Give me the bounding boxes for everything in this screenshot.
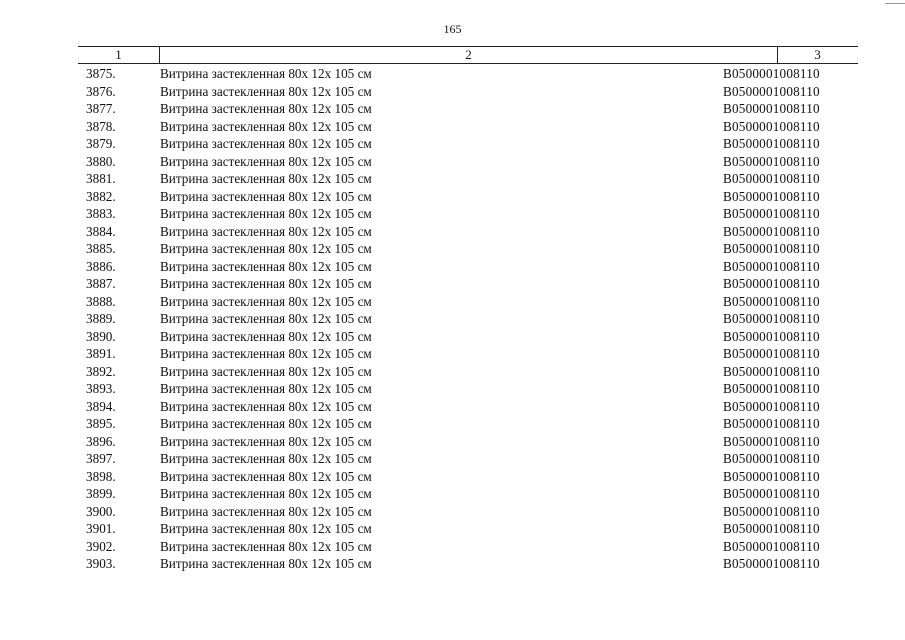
item-name: Витрина застекленная 80х 12х 105 см — [160, 223, 372, 239]
inventory-code: В0500001008110 — [723, 188, 820, 204]
table-row — [78, 538, 858, 556]
row-number: 3882. — [86, 188, 116, 204]
table-row — [78, 100, 858, 118]
inventory-code: В0500001008110 — [723, 346, 820, 361]
item-name: Витрина застекленная 80х 12х 105 см — [160, 83, 372, 99]
inventory-code: В0500001008110 — [723, 538, 820, 554]
item-name: Витрина застекленная 80х 12х 105 см — [160, 556, 372, 571]
table-row — [78, 450, 858, 468]
table-row — [78, 345, 858, 363]
table-row — [78, 380, 858, 398]
table-row — [78, 275, 858, 293]
inventory-code: В0500001008110 — [723, 451, 820, 466]
row-number: 3880. — [86, 153, 116, 169]
row-number: 3879. — [86, 136, 116, 151]
inventory-code: В0500001008110 — [723, 311, 820, 326]
table-row — [78, 555, 858, 573]
table-row — [78, 170, 858, 188]
inventory-code: В0500001008110 — [723, 328, 820, 344]
row-number: 3899. — [86, 486, 116, 501]
scan-edge-mark — [885, 3, 905, 4]
inventory-code: В0500001008110 — [723, 503, 820, 519]
table-row — [78, 135, 858, 153]
item-name: Витрина застекленная 80х 12х 105 см — [160, 468, 372, 484]
table-row — [78, 433, 858, 451]
inventory-code: В0500001008110 — [723, 101, 820, 116]
item-name: Витрина застекленная 80х 12х 105 см — [160, 538, 372, 554]
item-name: Витрина застекленная 80х 12х 105 см — [160, 381, 372, 396]
header-col-1: 1 — [115, 47, 122, 62]
item-name: Витрина застекленная 80х 12х 105 см — [160, 328, 372, 344]
item-name: Витрина застекленная 80х 12х 105 см — [160, 258, 372, 274]
inventory-code: В0500001008110 — [723, 521, 820, 536]
inventory-code: В0500001008110 — [723, 468, 820, 484]
table-row — [78, 118, 858, 136]
item-name: Витрина застекленная 80х 12х 105 см — [160, 433, 372, 449]
item-name: Витрина застекленная 80х 12х 105 см — [160, 171, 372, 186]
header-col-3: 3 — [814, 47, 821, 62]
row-number: 3876. — [86, 83, 116, 99]
row-number: 3892. — [86, 363, 116, 379]
table-row — [78, 223, 858, 241]
table-row — [78, 293, 858, 311]
row-number: 3890. — [86, 328, 116, 344]
row-number: 3893. — [86, 381, 116, 396]
table-row — [78, 468, 858, 486]
row-number: 3901. — [86, 521, 116, 536]
inventory-code: В0500001008110 — [723, 363, 820, 379]
table-row — [78, 153, 858, 171]
table-row — [78, 205, 858, 223]
row-number: 3878. — [86, 118, 116, 134]
row-number: 3889. — [86, 311, 116, 326]
item-name: Витрина застекленная 80х 12х 105 см — [160, 206, 372, 221]
table-row — [78, 240, 858, 258]
row-number: 3894. — [86, 398, 116, 414]
item-name: Витрина застекленная 80х 12х 105 см — [160, 363, 372, 379]
header-col-2: 2 — [159, 47, 778, 63]
row-number: 3896. — [86, 433, 116, 449]
item-name: Витрина застекленная 80х 12х 105 см — [160, 241, 372, 256]
table-row — [78, 258, 858, 276]
inventory-code: В0500001008110 — [723, 556, 820, 571]
item-name: Витрина застекленная 80х 12х 105 см — [160, 276, 372, 291]
inventory-code: В0500001008110 — [723, 381, 820, 396]
item-name: Витрина застекленная 80х 12х 105 см — [160, 311, 372, 326]
row-number: 3883. — [86, 206, 116, 221]
inventory-code: В0500001008110 — [723, 136, 820, 151]
item-name: Витрина застекленная 80х 12х 105 см — [160, 521, 372, 536]
table-row — [78, 65, 858, 83]
item-name: Витрина застекленная 80х 12х 105 см — [160, 503, 372, 519]
row-number: 3877. — [86, 101, 116, 116]
table-row — [78, 398, 858, 416]
inventory-code: В0500001008110 — [723, 153, 820, 169]
row-number: 3881. — [86, 171, 116, 186]
table-body — [78, 65, 858, 573]
item-name: Витрина застекленная 80х 12х 105 см — [160, 66, 372, 81]
item-name: Витрина застекленная 80х 12х 105 см — [160, 188, 372, 204]
item-name: Витрина застекленная 80х 12х 105 см — [160, 136, 372, 151]
row-number: 3875. — [86, 66, 116, 81]
row-number: 3902. — [86, 538, 116, 554]
row-number: 3891. — [86, 346, 116, 361]
row-number: 3903. — [86, 556, 116, 571]
inventory-code: В0500001008110 — [723, 118, 820, 134]
table-row — [78, 485, 858, 503]
item-name: Витрина застекленная 80х 12х 105 см — [160, 416, 372, 431]
table-row — [78, 363, 858, 381]
row-number: 3897. — [86, 451, 116, 466]
item-name: Витрина застекленная 80х 12х 105 см — [160, 153, 372, 169]
table-row — [78, 503, 858, 521]
table-row — [78, 328, 858, 346]
inventory-code: В0500001008110 — [723, 416, 820, 431]
table-row — [78, 310, 858, 328]
item-name: Витрина застекленная 80х 12х 105 см — [160, 293, 372, 309]
inventory-code: В0500001008110 — [723, 206, 820, 221]
row-number: 3895. — [86, 416, 116, 431]
inventory-code: В0500001008110 — [723, 241, 820, 256]
inventory-code: В0500001008110 — [723, 433, 820, 449]
row-number: 3898. — [86, 468, 116, 484]
item-name: Витрина застекленная 80х 12х 105 см — [160, 101, 372, 116]
item-name: Витрина застекленная 80х 12х 105 см — [160, 451, 372, 466]
inventory-code: В0500001008110 — [723, 83, 820, 99]
page-number: 165 — [443, 22, 462, 36]
inventory-code: В0500001008110 — [723, 258, 820, 274]
inventory-code: В0500001008110 — [723, 171, 820, 186]
inventory-code: В0500001008110 — [723, 276, 820, 291]
item-name: Витрина застекленная 80х 12х 105 см — [160, 346, 372, 361]
inventory-code: В0500001008110 — [723, 223, 820, 239]
item-name: Витрина застекленная 80х 12х 105 см — [160, 486, 372, 501]
table-row — [78, 520, 858, 538]
row-number: 3900. — [86, 503, 116, 519]
table-row — [78, 415, 858, 433]
inventory-code: В0500001008110 — [723, 398, 820, 414]
row-number: 3887. — [86, 276, 116, 291]
row-number: 3886. — [86, 258, 116, 274]
table-row — [78, 83, 858, 101]
table-header — [78, 46, 858, 64]
row-number: 3884. — [86, 223, 116, 239]
inventory-code: В0500001008110 — [723, 486, 820, 501]
item-name: Витрина застекленная 80х 12х 105 см — [160, 398, 372, 414]
inventory-code: В0500001008110 — [723, 293, 820, 309]
row-number: 3885. — [86, 241, 116, 256]
item-name: Витрина застекленная 80х 12х 105 см — [160, 118, 372, 134]
inventory-code: В0500001008110 — [723, 66, 820, 81]
table-row — [78, 188, 858, 206]
row-number: 3888. — [86, 293, 116, 309]
